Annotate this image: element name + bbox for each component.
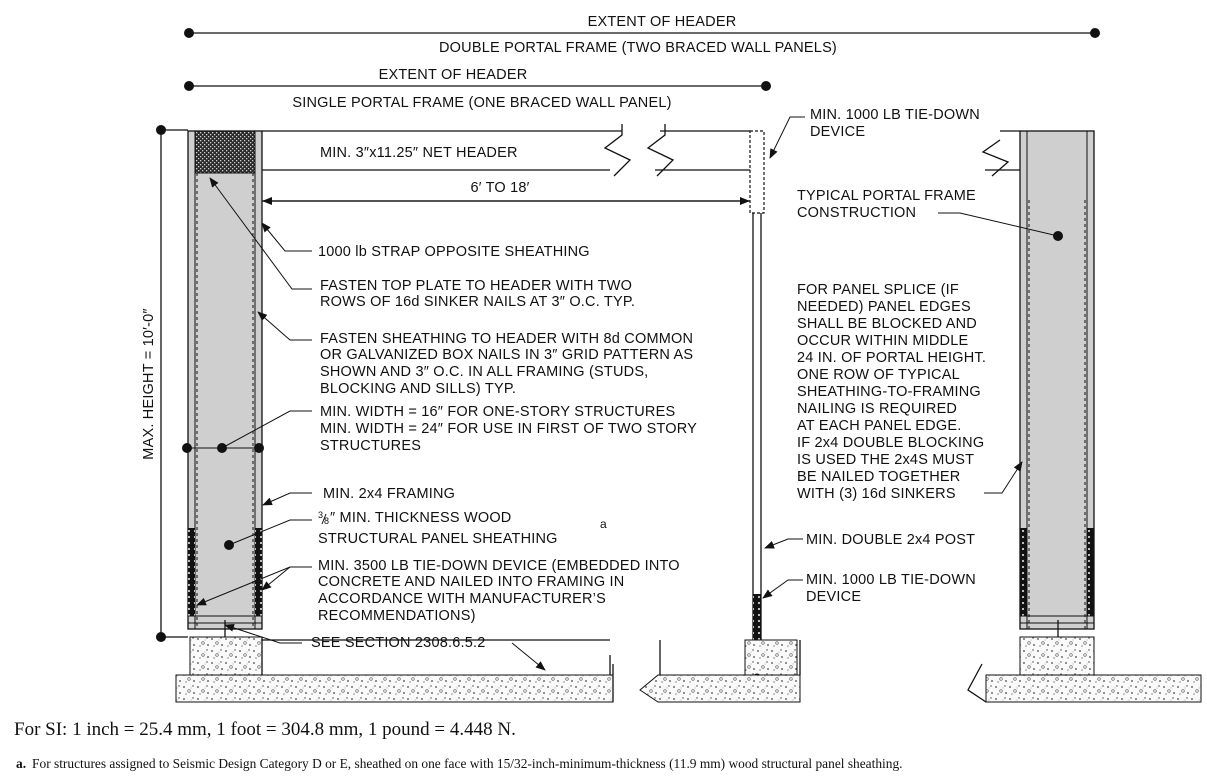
splice-line-3: SHALL BE BLOCKED AND <box>797 316 977 332</box>
footnote-a-text: For structures assigned to Seismic Design Category D or E, sheathed on one face with 15/32-inch-minimum-thickness (11.9 mm) wood structural panel sheathing. <box>32 756 903 771</box>
tiedown-3500-line-1: MIN. 3500 LB TIE-DOWN DEVICE (EMBEDDED INTO <box>318 558 680 574</box>
extent-header-second-label: EXTENT OF HEADER <box>378 67 528 83</box>
tiedown-3500-line-2: CONCRETE AND NAILED INTO FRAMING IN <box>318 574 625 590</box>
thickness-fraction-numerator: 3 <box>318 510 324 520</box>
min-width-line-1: MIN. WIDTH = 16″ FOR ONE-STORY STRUCTURES <box>320 404 676 420</box>
footnote-marker: a <box>600 517 607 531</box>
tiedown-top-line-1: MIN. 1000 LB TIE-DOWN <box>810 107 980 123</box>
splice-line-10: IF 2x4 DOUBLE BLOCKING <box>797 435 985 451</box>
fasten-top-line-2: ROWS OF 16d SINKER NAILS AT 3″ O.C. TYP. <box>320 294 636 310</box>
right-braced-wall-panel <box>983 131 1094 675</box>
extent-header-top-label: EXTENT OF HEADER <box>587 14 737 30</box>
fasten-sheath-line-2: OR GALVANIZED BOX NAILS IN 3″ GRID PATTERN AS <box>320 347 694 363</box>
fasten-sheath-line-1: FASTEN SHEATHING TO HEADER WITH 8d COMMON <box>320 331 694 347</box>
typical-line-2: CONSTRUCTION <box>797 205 917 221</box>
splice-line-5: 24 IN. OF PORTAL HEIGHT. <box>797 350 987 366</box>
single-portal-label: SINGLE PORTAL FRAME (ONE BRACED WALL PANEL) <box>292 95 672 111</box>
max-height-dimension <box>156 125 188 642</box>
fasten-sheath-line-4: BLOCKING AND SILLS) TYP. <box>320 381 517 397</box>
tiedown-bottom-line-1: MIN. 1000 LB TIE-DOWN <box>806 572 976 588</box>
single-portal-post <box>745 131 797 682</box>
splice-line-7: SHEATHING-TO-FRAMING <box>797 384 981 400</box>
tiedown-3500-line-3: ACCORDANCE WITH MANUFACTURER’S <box>318 591 606 607</box>
min-header-label: MIN. 3″x11.25″ NET HEADER <box>320 145 518 161</box>
thickness-line-2: STRUCTURAL PANEL SHEATHING <box>318 531 558 547</box>
double-portal-label: DOUBLE PORTAL FRAME (TWO BRACED WALL PANELS) <box>439 40 837 56</box>
framing-label: MIN. 2x4 FRAMING <box>323 486 456 502</box>
si-conversion-note: For SI: 1 inch = 25.4 mm, 1 foot = 304.8 mm, 1 pound = 4.448 N. <box>14 719 516 740</box>
footnote-a <box>16 756 903 772</box>
post-label: MIN. DOUBLE 2x4 POST <box>806 532 976 548</box>
strap-label: 1000 lb STRAP OPPOSITE SHEATHING <box>318 244 590 260</box>
splice-line-2: NEEDED) PANEL EDGES <box>797 299 971 315</box>
tiedown-bottom-line-2: DEVICE <box>806 589 862 605</box>
splice-line-4: OCCUR WITHIN MIDDLE <box>797 333 969 349</box>
splice-line-11: IS USED THE 2x4S MUST <box>797 452 975 468</box>
typical-line-1: TYPICAL PORTAL FRAME <box>797 188 976 204</box>
thickness-fraction-denominator: 8 <box>324 516 330 526</box>
tiedown-top-line-2: DEVICE <box>810 124 866 140</box>
splice-line-12: BE NAILED TOGETHER <box>797 469 961 485</box>
fasten-sheath-line-3: SHOWN AND 3″ O.C. IN ALL FRAMING (STUDS, <box>320 364 649 380</box>
span-label: 6′ TO 18′ <box>470 180 530 196</box>
min-width-line-3: STRUCTURES <box>320 438 422 454</box>
max-height-label: MAX. HEIGHT = 10′-0″ <box>141 308 157 460</box>
splice-line-6: ONE ROW OF TYPICAL <box>797 367 960 383</box>
footnote-a-marker: a. <box>16 756 27 771</box>
min-width-line-2: MIN. WIDTH = 24″ FOR USE IN FIRST OF TWO STORY <box>320 421 698 437</box>
tiedown-3500-line-4: RECOMMENDATIONS) <box>318 608 476 624</box>
thickness-line-1: ″ MIN. THICKNESS WOOD <box>330 510 512 526</box>
splice-line-8: NAILING IS REQUIRED <box>797 401 958 417</box>
splice-line-9: AT EACH PANEL EDGE. <box>797 418 962 434</box>
splice-line-1: FOR PANEL SPLICE (IF <box>797 282 959 298</box>
splice-line-13: WITH (3) 16d SINKERS <box>797 486 956 502</box>
fasten-top-line-1: FASTEN TOP PLATE TO HEADER WITH TWO <box>320 278 633 294</box>
see-section-label: SEE SECTION 2308.6.5.2 <box>311 635 486 651</box>
